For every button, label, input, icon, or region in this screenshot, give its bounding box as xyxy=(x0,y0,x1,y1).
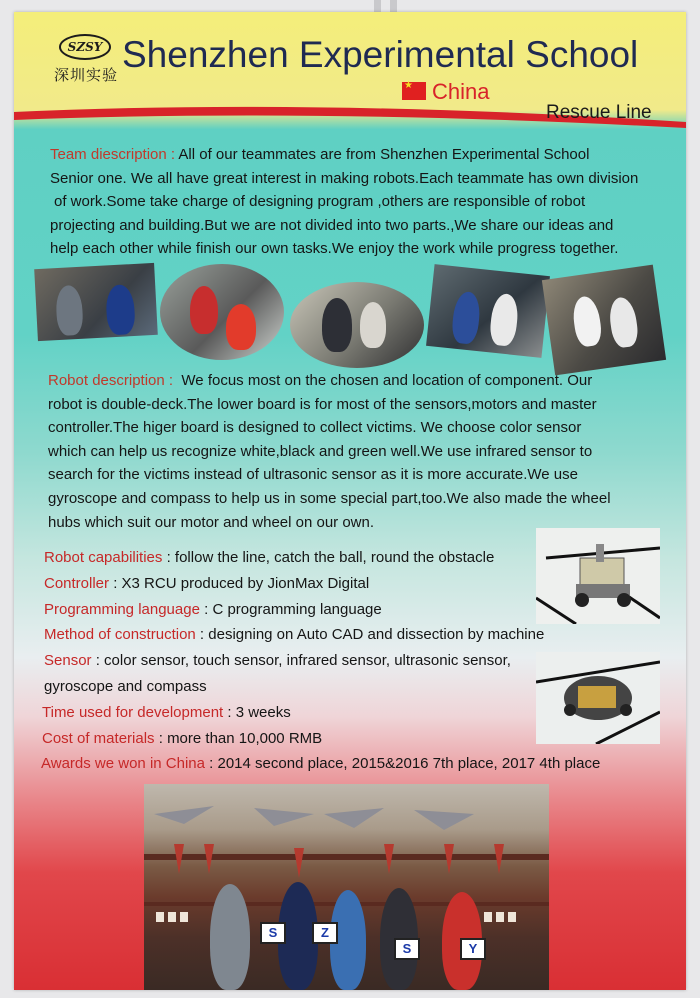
spec-value: follow the line, catch the ball, round the obstacle xyxy=(174,549,495,566)
team-photo-4 xyxy=(426,264,550,358)
team-sign: S xyxy=(394,938,420,960)
team-sign: S xyxy=(260,922,286,944)
spec-label: Robot capabilities xyxy=(44,549,163,566)
robot-description xyxy=(48,369,678,534)
robot-text: hubs which suit our motor and wheel on our own. xyxy=(48,513,375,531)
spec-value: color sensor, touch sensor, infrared sensor, ultrasonic sensor, xyxy=(104,652,511,670)
spec-value: 2014 second place, 2015&2016 7th place, 2017 4th place xyxy=(217,755,601,773)
spec-value: more than 10,000 RMB xyxy=(167,729,323,747)
team-photo-5 xyxy=(542,265,666,376)
country-label: China xyxy=(432,79,490,104)
team-sign: Y xyxy=(460,938,486,960)
team-line-1 xyxy=(50,143,680,167)
team-member xyxy=(210,884,250,990)
spec-value: gyroscope and compass xyxy=(44,677,207,695)
spec-value: 3 weeks xyxy=(235,703,291,721)
robot-text: controller.The higer board is designed to collect victims. We choose color sensor xyxy=(48,419,582,437)
team-text: All of our teammates are from Shenzhen Experimental School xyxy=(178,146,590,163)
school-title: Shenzhen Experimental School xyxy=(122,34,639,75)
team-text: of work.Some take charge of designing program ,others are responsible of robot xyxy=(54,193,586,211)
category-label: Rescue Line xyxy=(546,102,652,123)
team-photo-3 xyxy=(290,282,424,368)
school-logo xyxy=(50,34,122,94)
team-sign: Z xyxy=(312,922,338,944)
robot-text: We focus most on the chosen and location of component. Our xyxy=(181,372,593,389)
spec-label: Awards we won in China xyxy=(41,755,205,773)
spec-value: X3 RCU produced by JionMax Digital xyxy=(121,574,370,592)
spec-label: Programming language xyxy=(44,600,200,618)
china-flag-icon xyxy=(402,82,426,100)
robot-line-1 xyxy=(48,369,678,393)
team-photo-2 xyxy=(160,264,284,360)
spec-row: Sensor : color sensor, touch sensor, infrared sensor, ultrasonic sensor, xyxy=(44,652,511,670)
spec-row: Time used for development : 3 weeks xyxy=(42,703,291,721)
robot-text: search for the victims instead of ultrasonic sensor as it is more accurate.We use xyxy=(48,466,578,484)
logo-mark: SZSY xyxy=(59,34,111,60)
spec-label: Time used for development xyxy=(42,703,224,721)
team-photo-1 xyxy=(34,263,158,341)
team-text: Senior one. We all have great interest in making robots.Each teammate has own division xyxy=(50,169,639,187)
team-text: help each other while finish our own tasks.We enjoy the work while progress together. xyxy=(50,240,619,258)
group-photo xyxy=(144,784,549,990)
spec-value: designing on Auto CAD and dissection by machine xyxy=(208,626,545,644)
robot-text: robot is double-deck.The lower board is for most of the sensors,motors and master xyxy=(48,395,597,413)
robot-description-label: Robot description : xyxy=(48,372,174,389)
logo-chinese-text: 深圳实验 xyxy=(53,66,118,84)
spec-label: Sensor xyxy=(44,652,92,670)
poster xyxy=(14,12,686,990)
spec-row: Robot capabilities : follow the line, catch the ball, round the obstacle xyxy=(44,549,495,566)
robot-text: gyroscope and compass to help us in some special part,too.We also made the wheel xyxy=(48,489,611,507)
spec-row: Method of construction : designing on Auto CAD and dissection by machine xyxy=(44,626,545,644)
spec-row: Awards we won in China : 2014 second place, 2015&2016 7th place, 2017 4th place xyxy=(41,755,601,773)
team-text: projecting and building.But we are not divided into two parts.,We share our ideas and xyxy=(50,216,614,234)
spec-label: Cost of materials xyxy=(42,729,155,747)
specs-list xyxy=(41,545,684,777)
spec-row: Programming language : C programming language xyxy=(44,600,382,618)
spec-row: Cost of materials : more than 10,000 RMB xyxy=(42,729,323,747)
team-description-label: Team diescription : xyxy=(50,146,176,163)
spec-label: Controller xyxy=(44,574,110,592)
spec-value: C programming language xyxy=(212,600,382,618)
team-description xyxy=(50,143,680,261)
spec-label: Method of construction xyxy=(44,626,196,644)
spec-row: Controller : X3 RCU produced by JionMax Digital xyxy=(44,574,370,592)
spec-row-continued xyxy=(44,674,684,700)
robot-text: which can help us recognize white,black and green well.We use infrared sensor to xyxy=(48,442,593,460)
